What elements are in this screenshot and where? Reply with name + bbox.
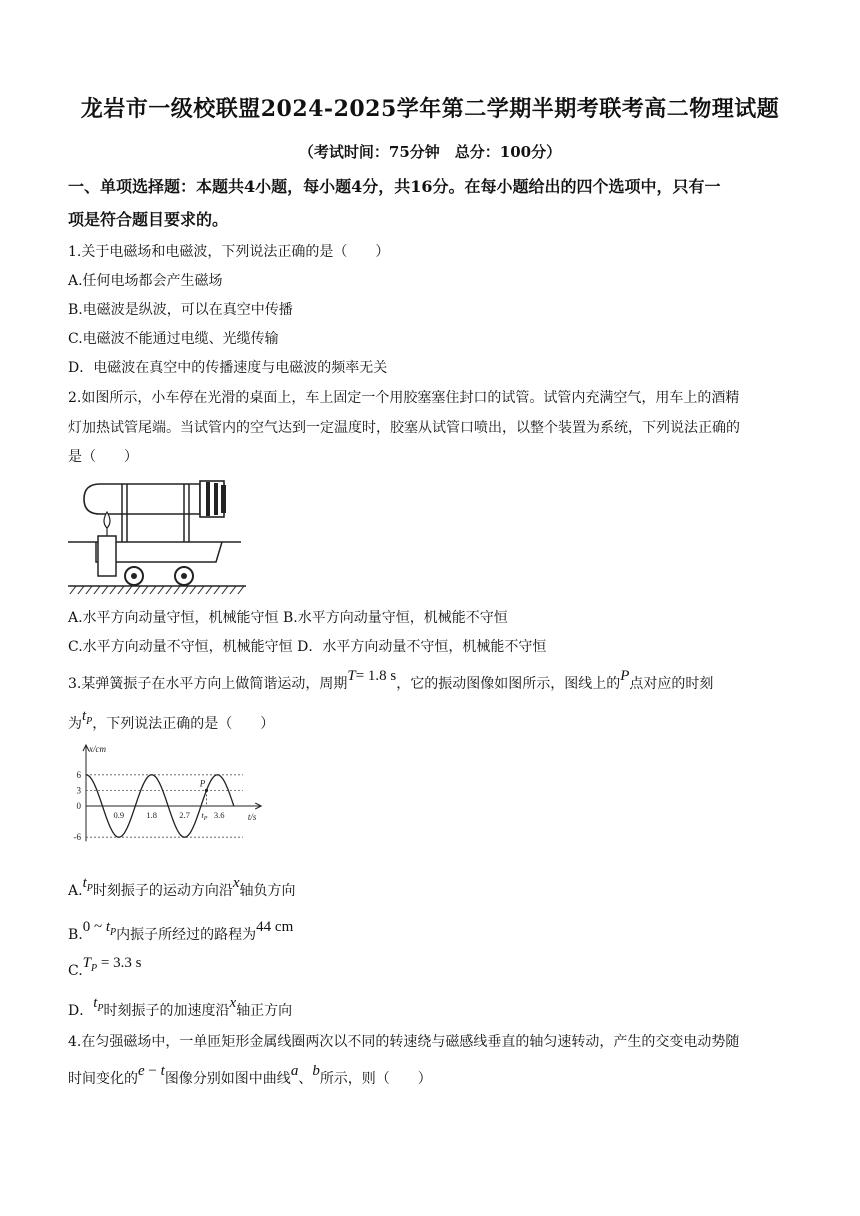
q3-stem-text-a: 3.某弹簧振子在水平方向上做简谐运动，周期 <box>68 676 348 692</box>
x-tick-1: 1.8 <box>146 810 158 820</box>
tp-symbol <box>82 708 93 727</box>
q3-stem-line2 <box>68 708 798 735</box>
q4-dash: − <box>144 1063 161 1079</box>
q3-a-t: t <box>82 875 87 891</box>
q2-options-cd: C.水平方向动量不守恒，机械能守恒 D．水平方向动量不守恒，机械能不守恒 <box>68 639 547 655</box>
q3-a-label: A. <box>68 883 83 899</box>
q3-a-x: x <box>232 875 240 891</box>
q1-option-c: C.电磁波不能通过电缆、光缆传输 <box>68 331 279 347</box>
period-symbol: T <box>347 668 356 684</box>
q4-e: e <box>138 1063 145 1079</box>
y-tick-2: 0 <box>76 801 81 811</box>
q2-stem-line3: 是（ ） <box>68 449 138 465</box>
q3-option-b <box>68 919 798 946</box>
q3-d-label: D． <box>68 1003 94 1019</box>
cart-test-tube-figure <box>66 476 248 598</box>
q3-stem-text-d: 为 <box>68 716 82 732</box>
exam-subtitle: （考试时间：75分钟 总分：100分） <box>298 143 562 161</box>
q3-b-label: B. <box>68 927 83 943</box>
q1-option-b: B.电磁波是纵波，可以在真空中传播 <box>68 302 293 318</box>
section-heading-line1: 一、单项选择题：本题共4小题，每小题4分，共16分。在每小题给出的四个选项中，只有一 <box>68 177 721 196</box>
x-axis-label: t/s <box>247 812 257 822</box>
q3-c-expr <box>82 955 142 974</box>
tp-t: t <box>82 708 87 724</box>
q3-a-mid: 时刻振子的运动方向沿 <box>92 883 233 899</box>
q3-c-label: C. <box>68 963 83 979</box>
q3-d-t: t <box>93 995 98 1011</box>
q4-stem-line1: 4.在匀强磁场中，一单匝矩形金属线圈两次以不同的转速绕与磁感线垂直的轴匀速转动，产生的交变电动势随 <box>68 1034 740 1050</box>
q4-et-expr <box>138 1063 165 1079</box>
curve-a-label: a <box>290 1063 299 1079</box>
q4-sep: 、 <box>298 1071 313 1087</box>
y-axis-label: x/cm <box>89 744 106 754</box>
q3-option-d <box>68 995 798 1022</box>
tp-sub: P <box>86 716 93 727</box>
q3-c-t: T <box>82 955 92 971</box>
q3-d-mid: 时刻振子的加速度沿 <box>103 1003 230 1019</box>
q3-option-c <box>68 955 798 982</box>
q3-b-range <box>82 919 117 938</box>
q3-d-sub: P <box>97 1003 104 1014</box>
x-tick-4: 3.6 <box>213 810 225 820</box>
q3-a-tp <box>82 875 93 894</box>
section-heading-line2: 项是符合题目要求的。 <box>68 210 229 229</box>
q1-option-a: A.任何电场都会产生磁场 <box>68 273 223 289</box>
q3-a-post: 轴负方向 <box>239 883 296 899</box>
y-tick-3: -6 <box>73 832 81 843</box>
curve-b-label: b <box>312 1063 320 1079</box>
q1-option-d: D．电磁波在真空中的传播速度与电磁波的频率无关 <box>68 360 388 376</box>
q3-b-mid: 内振子所经过的路程为 <box>116 927 257 943</box>
oscillation-chart <box>66 742 266 860</box>
x-tick-2: 2.7 <box>179 810 190 820</box>
q3-c-eq: = 3.3 s <box>97 955 142 971</box>
q2-options-ab: A.水平方向动量守恒，机械能守恒 B.水平方向动量守恒，机械能不守恒 <box>68 610 508 626</box>
q4-stem-line2 <box>68 1063 798 1088</box>
q3-b-expr: 0 ~ <box>82 919 106 935</box>
q3-d-tp <box>93 995 104 1014</box>
q4-t: t <box>160 1063 165 1079</box>
q3-stem-text-e: ，下列说法正确的是（ ） <box>92 716 275 732</box>
q3-c-sub: P <box>91 963 98 974</box>
q3-d-x: x <box>229 995 237 1011</box>
period-value: = 1.8 s <box>355 668 397 684</box>
point-p-marker <box>205 789 208 792</box>
q3-option-a <box>68 875 798 902</box>
q3-b-t: t <box>105 919 111 935</box>
q4-text-a: 时间变化的 <box>68 1071 138 1087</box>
point-p-symbol: P <box>620 668 630 684</box>
q3-stem-line1 <box>68 668 798 693</box>
x-tick-0: 0.9 <box>113 810 125 820</box>
point-p-label: P <box>199 778 206 789</box>
q1-stem: 1.关于电磁场和电磁波，下列说法正确的是（ ） <box>68 244 390 260</box>
exam-title: 龙岩市一级校联盟2024-2025学年第二学期半期考联考高二物理试题 <box>80 96 780 122</box>
q2-stem-line2: 灯加热试管尾端。当试管内的空气达到一定温度时，胶塞从试管口喷出，以整个装置为系统，下列说法正确的 <box>68 420 740 436</box>
x-tick-3: $t_P$ <box>201 810 208 822</box>
q3-period <box>347 668 396 684</box>
q3-d-post: 轴正方向 <box>236 1003 293 1019</box>
q3-stem-text-b: ，它的振动图像如图所示，图线上的 <box>396 676 621 692</box>
y-tick-0: 6 <box>76 769 81 780</box>
q3-b-value: 44 cm <box>256 919 294 935</box>
q4-text-b: 图像分别如图中曲线 <box>164 1071 291 1087</box>
q3-a-sub: P <box>86 883 93 894</box>
q4-text-c: 所示，则（ ） <box>319 1071 432 1087</box>
q3-b-sub: P <box>110 927 117 938</box>
q3-stem-text-c: 点对应的时刻 <box>629 676 714 692</box>
q2-stem-line1: 2.如图所示，小车停在光滑的桌面上，车上固定一个用胶塞塞住封口的试管。试管内充满空气，用车上的酒精 <box>68 390 740 406</box>
y-tick-1: 3 <box>76 785 81 796</box>
